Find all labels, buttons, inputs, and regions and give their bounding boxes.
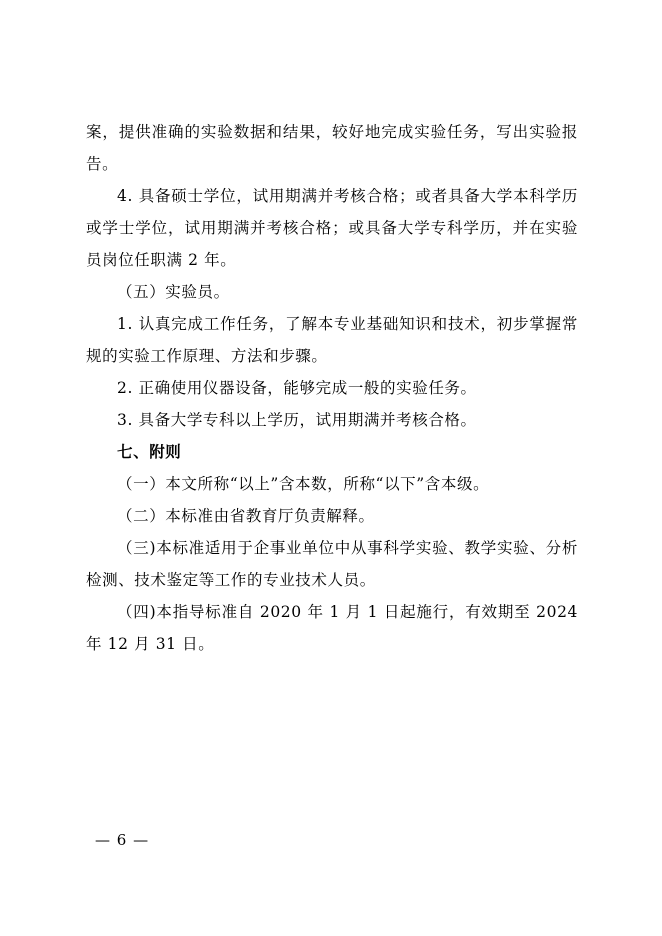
paragraph-lab-technician-item-4: 4. 具备硕士学位，试用期满并考核合格；或者具备大学本科学历或学士学位，试用期满并考核合格；或具备大学专科学历，并在实验员岗位任职满 2 年。	[86, 187, 578, 269]
paragraph-appendix-4: （四)本指导标准自 2020 年 1 月 1 日起施行，有效期至 2024 年 12 月 31 日。	[86, 603, 578, 653]
paragraph-appendix-2: （二）本标准由省教育厅负责解释。	[117, 507, 375, 525]
paragraph-lab-assistant-item-3: 3. 具备大学专科以上学历，试用期满并考核合格。	[117, 411, 477, 429]
paragraph-lab-assistant-item-1: 1. 认真完成工作任务，了解本专业基础知识和技术，初步掌握常规的实验工作原理、方法和步骤。	[86, 315, 578, 365]
section-heading-appendix: 七、附则	[117, 443, 182, 461]
document-body	[86, 116, 578, 660]
page-number: — 6 —	[95, 831, 150, 849]
paragraph-appendix-1: （一）本文所称“以上”含本数，所称“以下”含本级。	[117, 475, 490, 493]
paragraph-appendix-3: （三)本标准适用于企事业单位中从事科学实验、教学实验、分析检测、技术鉴定等工作的专业技术人员。	[86, 539, 578, 589]
paragraph-section-5-title: （五）实验员。	[117, 283, 230, 301]
paragraph-continuation: 案，提供准确的实验数据和结果，较好地完成实验任务，写出实验报告。	[86, 123, 578, 173]
paragraph-lab-assistant-item-2: 2. 正确使用仪器设备，能够完成一般的实验任务。	[117, 379, 477, 397]
